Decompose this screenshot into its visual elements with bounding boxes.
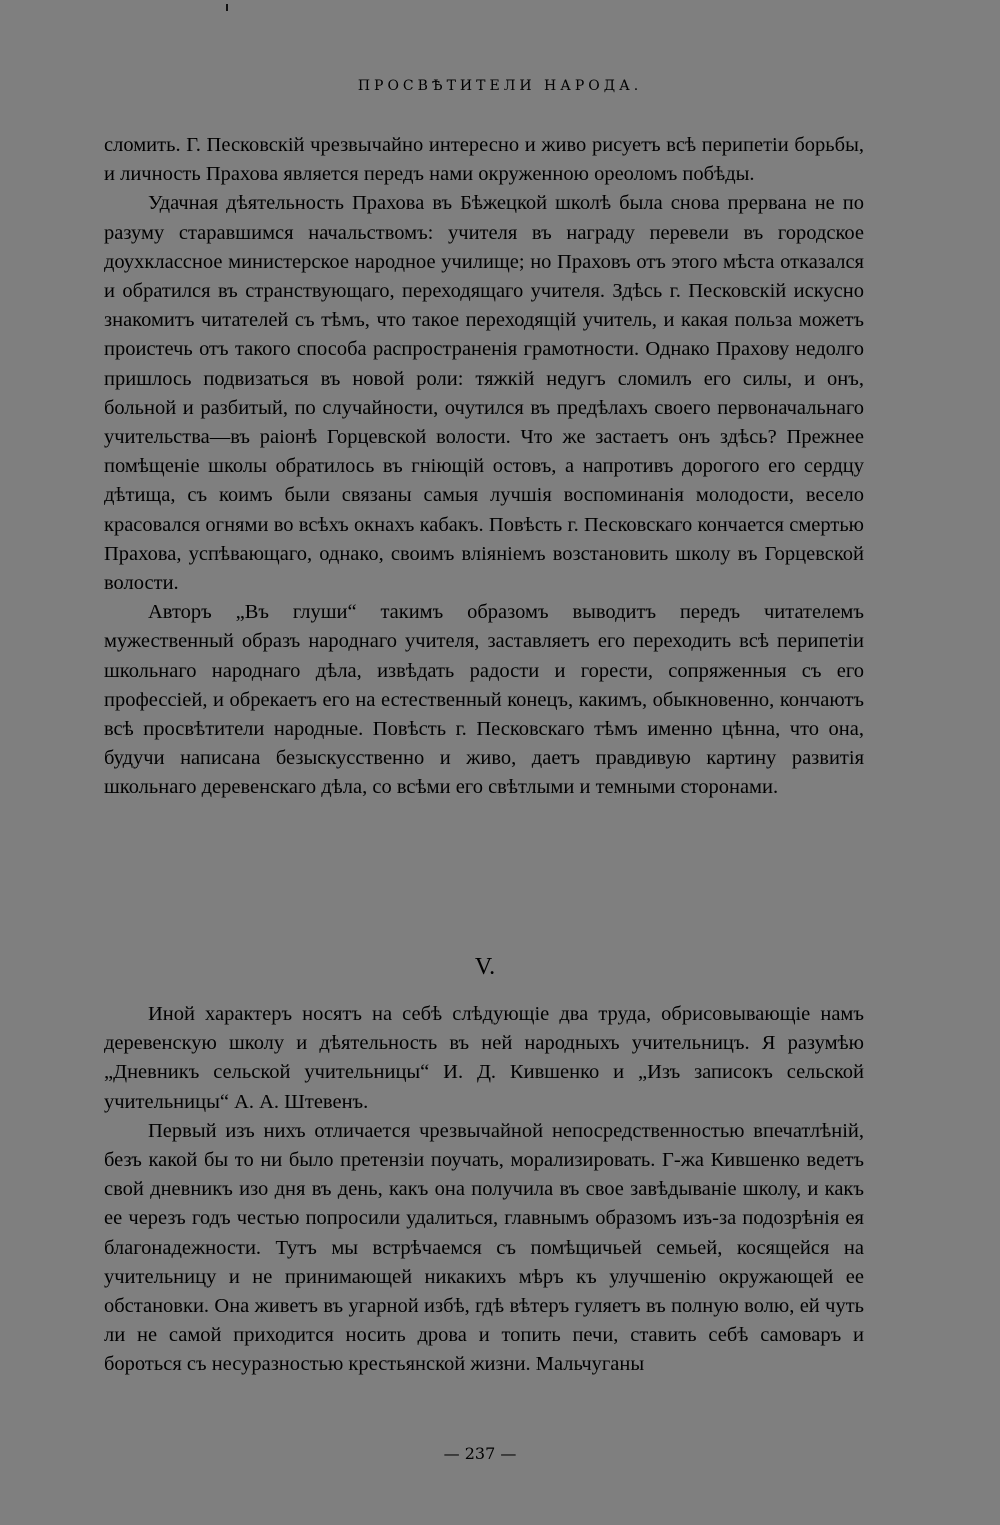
- paragraph: Иной характеръ носятъ на себѣ слѣдующіе два труда, обрисовывающіе намъ деревенскую школу и дѣятельность въ ней народныхъ учительницъ. Я разумѣю „Дневникъ сельской учительницы“ И. Д. Кившенко и „Изъ записокъ сельской учительницы“ А. А. Штевенъ.: [104, 1003, 864, 1113]
- paragraph: Первый изъ нихъ отличается чрезвычайной непосредственностью впечатлѣній, безъ какой бы то ни было претензіи поучать, морализировать. Г-жа Кившенко ведетъ свой дневникъ изо дня въ день, какъ она получила въ свое завѣдываніе школу, и какъ ее черезъ годъ честью попросили удалиться, главнымъ образомъ изъ-за подозрѣнія ея благонадежности. Тутъ мы встрѣчаемся съ помѣщичьей семьей, косящейся на учительницу и не принимающей никакихъ мѣръ къ улучшенію окружающей ее обстановки. Она живетъ въ угарной избѣ, гдѣ вѣтеръ гуляетъ въ полную волю, ей чуть ли не самой приходится носить дрова и топить печи, ставить себѣ самоваръ и бороться съ несуразностью крестьянской жизни. Мальчуганы: [104, 1119, 864, 1376]
- text-block-upper: [104, 131, 864, 803]
- section-heading: V.: [474, 954, 496, 980]
- text-block-lower: [104, 1000, 864, 1380]
- running-header: ПРОСВѢТИТЕЛИ НАРОДА.: [357, 78, 643, 94]
- page-number: — 237 —: [443, 1444, 517, 1463]
- paragraph: Авторъ „Въ глуши“ такимъ образомъ выводитъ передъ читателемъ мужественный образъ народнаго учителя, заставляетъ его переходить всѣ перипетіи школьнаго народнаго дѣла, извѣдать радости и горести, сопряженныя съ его профессіей, и обрекаетъ его на естественный конецъ, какимъ, обыкновенно, кончаютъ всѣ просвѣтители народные. Повѣсть г. Песковскаго тѣмъ именно цѣнна, что она, будучи написана безыскусственно и живо, даетъ правдивую картину развитія школьнаго деревенскаго дѣла, со всѣми его свѣтлыми и темными сторонами.: [104, 601, 864, 799]
- paragraph-continuation: сломить. Г. Песковскій чрезвычайно интересно и живо рисуетъ всѣ перипетіи борьбы, и личность Прахова является передъ нами окруженною ореоломъ побѣды.: [104, 134, 864, 186]
- ink-speck: [226, 4, 228, 11]
- paragraph: Удачная дѣятельность Прахова въ Бѣжецкой школѣ была снова прервана не по разуму старавшимся начальствомъ: учителя въ награду перевели въ городское доухклассное министерское народное училище; но Праховъ отъ этого мѣста отказался и обратился въ странствующаго, переходящаго учителя. Здѣсь г. Песковскій искусно знакомитъ читателей съ тѣмъ, что такое переходящій учитель, и какая польза можетъ проистечь отъ такого способа распространенія грамотности. Однако Прахову недолго пришлось подвизаться въ новой роли: тяжкій недугъ сломилъ его силы, и онъ, больной и разбитый, по случайности, очутился въ предѣлахъ своего первоначальнаго учительства—въ раіонѣ Горцевской волости. Что же застаетъ онъ здѣсь? Прежнее помѣщеніе школы обратилось въ гніющій остовъ, а напротивъ дорогого его сердцу дѣтища, съ коимъ были связаны самыя лучшія воспоминанія молодости, весело красовался огнями во всѣхъ окнахъ кабакъ. Повѣсть г. Песковскаго кончается смертью Прахова, успѣвающаго, однако, своимъ вліяніемъ возстановить школу въ Горцевской волости.: [104, 192, 864, 595]
